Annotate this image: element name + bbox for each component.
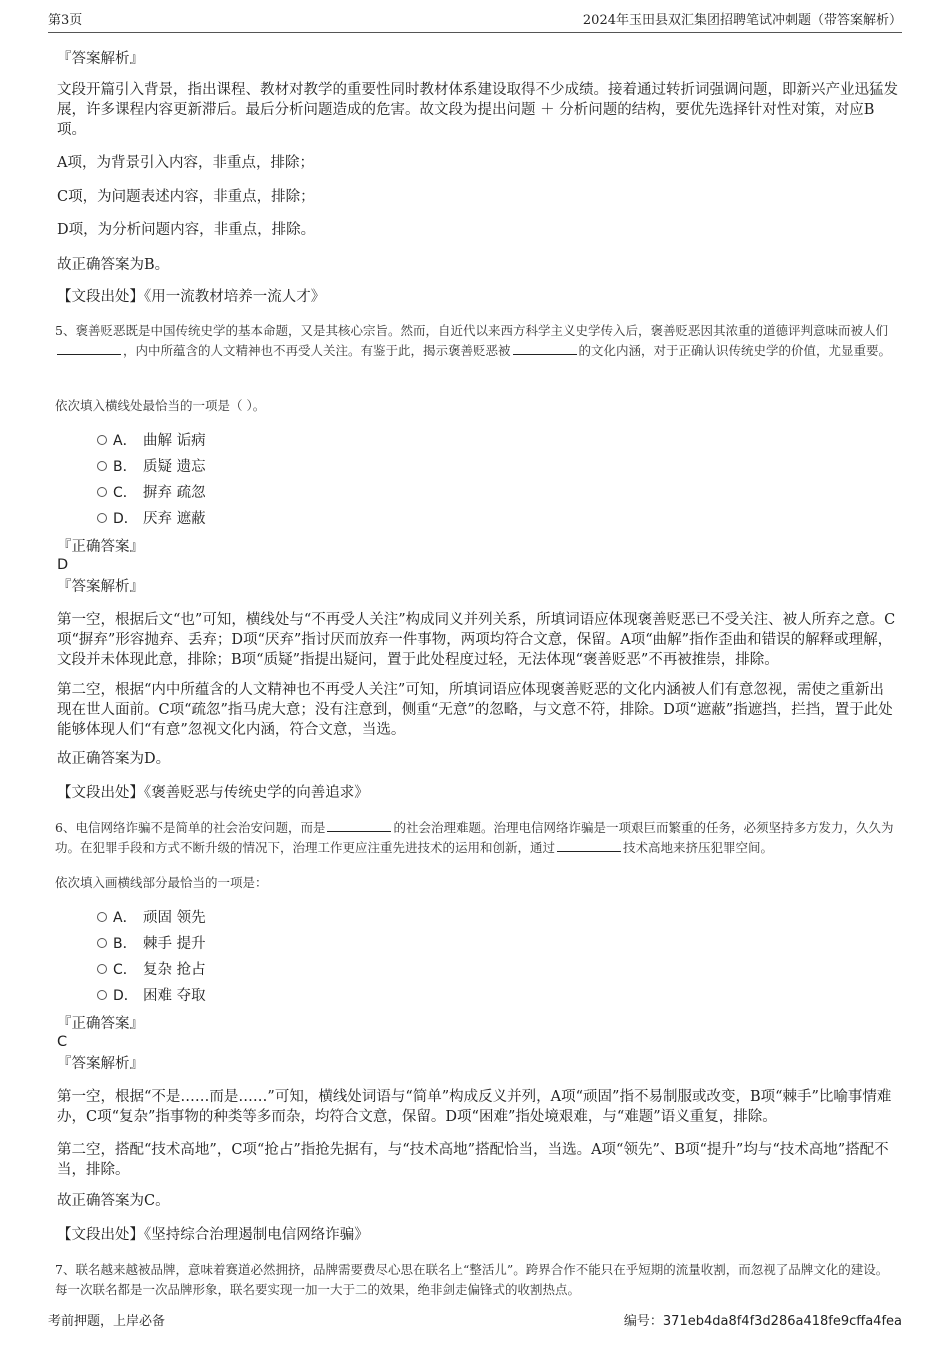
q5-stem-part3: 的文化内涵，对于正确认识传统史学的价值，尤显重要。	[578, 343, 892, 358]
option-text: 复杂 抢占	[143, 962, 206, 978]
option-letter: A．	[113, 433, 137, 449]
q4-analysis-paragraph: 文段开篇引入背景，指出课程、教材对教学的重要性同时教材体系建设取得不少成绩。接着通过转折词强调问题，即新兴产业迅猛发展，许多课程内容更新滞后。最后分析问题造成的危害。故文段为提出问题 ＋ 分析问题的结构，要优先选择针对性对策，对应B项。	[57, 82, 898, 138]
q4-conclusion: 故正确答案为B。	[57, 257, 170, 273]
q6-option-b[interactable]	[97, 934, 206, 954]
radio-icon[interactable]	[97, 912, 107, 922]
q5-option-c[interactable]	[97, 483, 206, 503]
q6-stem-part3: 技术高地来挤压犯罪空间。	[623, 840, 774, 855]
q6-stem-part1: 6、电信网络诈骗不是简单的社会治安问题，而是	[55, 820, 326, 835]
option-letter: B．	[113, 936, 137, 952]
radio-icon[interactable]	[97, 461, 107, 471]
q6-conclusion: 故正确答案为C。	[57, 1193, 170, 1209]
radio-icon[interactable]	[97, 990, 107, 1000]
q6-analysis-paragraph-2: 第二空，搭配“技术高地”，C项“抢占”指抢先据有，与“技术高地”搭配恰当，当选。A项“领先”、B项“提升”均与“技术高地”搭配不当，排除。	[57, 1142, 889, 1178]
q6-answer-label: 『正确答案』	[57, 1016, 144, 1032]
option-letter: D．	[113, 511, 138, 527]
radio-icon[interactable]	[97, 938, 107, 948]
q6-blank-1	[327, 819, 391, 832]
option-letter: A．	[113, 910, 137, 926]
q6-option-a[interactable]	[97, 908, 206, 928]
option-text: 曲解 诟病	[143, 433, 206, 449]
option-text: 棘手 提升	[143, 936, 206, 952]
q6-option-c[interactable]	[97, 960, 206, 980]
radio-icon[interactable]	[97, 435, 107, 445]
q6-analysis-label: 『答案解析』	[57, 1056, 144, 1072]
q5-analysis-paragraph-2: 第二空，根据“内中所蕴含的人文精神也不再受人关注”可知，所填词语应体现褒善贬恶的文化内涵被人们有意忽视，需使之重新出现在世人面前。C项“疏忽”指马虎大意；没有注意到，侧重“无意”的忽略，与文意不符，排除。D项“遮蔽”指遮挡，拦挡，置于此处能够体现人们“有意”忽视文化内涵，符合文意，当选。	[57, 682, 893, 738]
q5-stem	[55, 321, 898, 361]
option-text: 厌弃 遮蔽	[143, 511, 206, 527]
q4-analysis-option-c: C项，为问题表述内容，非重点，排除；	[57, 189, 315, 205]
q5-stem-part1: 5、褒善贬恶既是中国传统史学的基本命题，又是其核心宗旨。然而，自近代以来西方科学主义史学传入后，褒善贬恶因其浓重的道德评判意味而被人们	[55, 323, 888, 338]
q6-stem	[55, 818, 898, 858]
option-letter: B．	[113, 459, 137, 475]
footer-slogan: 考前押题，上岸必备	[48, 1314, 166, 1329]
q6-analysis-paragraph-1: 第一空，根据“不是……而是……”可知，横线处词语与“简单”构成反义并列，A项“顽固”指不易制服或改变，B项“棘手”比喻事情难办，C项“复杂”指事物的种类等多而杂，均符合文意，保留。D项“困难”指处境艰难，与“难题”语义重复，排除。	[57, 1089, 892, 1125]
q5-instruction: 依次填入横线处最恰当的一项是（ ）。	[55, 398, 266, 413]
option-letter: D．	[113, 988, 138, 1004]
option-text: 质疑 遗忘	[143, 459, 206, 475]
radio-icon[interactable]	[97, 513, 107, 523]
q5-analysis-label: 『答案解析』	[57, 579, 144, 595]
q5-answer: D	[57, 557, 69, 573]
q5-answer-label: 『正确答案』	[57, 539, 144, 555]
q7-stem: 7、联名越来越被品牌，意味着赛道必然拥挤，品牌需要费尽心思在联名上“整活儿”。跨界合作不能只在乎短期的流量收割，而忽视了品牌文化的建设。每一次联名都是一次品牌形象，联名要实现一加一大于二的效果，绝非剑走偏锋式的收割热点。	[55, 1262, 889, 1297]
radio-icon[interactable]	[97, 964, 107, 974]
q5-option-d[interactable]	[97, 509, 206, 529]
q6-instruction: 依次填入画横线部分最恰当的一项是：	[55, 875, 268, 890]
q4-source: 【文段出处】《用一流教材培养一流人才》	[57, 289, 326, 305]
q5-conclusion: 故正确答案为D。	[57, 751, 171, 767]
q6-source: 【文段出处】《坚持综合治理遏制电信网络诈骗》	[57, 1227, 369, 1243]
q4-analysis-label: 『答案解析』	[57, 51, 144, 67]
q4-analysis-option-d: D项，为分析问题内容，非重点，排除。	[57, 222, 316, 238]
option-text: 困难 夺取	[143, 988, 206, 1004]
q5-analysis-paragraph-1: 第一空，根据后文“也”可知，横线处与“不再受人关注”构成同义并列关系，所填词语应体现褒善贬恶已不受关注、被人所弃之意。C项“摒弃”形容抛弃、丢弃；D项“厌弃”指讨厌而放弃一件事物，两项均符合文意，保留。A项“曲解”指作歪曲和错误的解释或理解，文段并未体现此意，排除；B项“质疑”指提出疑问，置于此处程度过轻，无法体现“褒善贬恶”不再被推崇，排除。	[57, 612, 896, 668]
q5-source: 【文段出处】《褒善贬恶与传统史学的向善追求》	[57, 785, 369, 801]
q6-blank-2	[557, 839, 621, 852]
q5-option-b[interactable]	[97, 457, 206, 477]
radio-icon[interactable]	[97, 487, 107, 497]
q5-blank-2	[513, 342, 577, 355]
page-header	[48, 12, 902, 33]
document-title: 2024年玉田县双汇集团招聘笔试冲刺题（带答案解析）	[582, 13, 902, 28]
q6-option-d[interactable]	[97, 986, 206, 1006]
option-letter: C．	[113, 962, 137, 978]
q5-blank-1	[57, 342, 121, 355]
document-serial: 编号：371eb4da8f4f3d286a418fe9cffa4fea	[623, 1314, 902, 1329]
page-number: 第3页	[48, 13, 83, 28]
option-letter: C．	[113, 485, 137, 501]
option-text: 摒弃 疏忽	[143, 485, 206, 501]
q4-analysis-option-a: A项，为背景引入内容，非重点，排除；	[57, 155, 314, 171]
q5-option-a[interactable]	[97, 431, 206, 451]
q5-stem-part2: ，内中所蕴含的人文精神也不再受人关注。有鉴于此，揭示褒善贬恶被	[123, 343, 511, 358]
option-text: 顽固 领先	[143, 910, 206, 926]
q6-answer: C	[57, 1034, 68, 1050]
q6-stem-part2: 的社会治理难题。治理电信网络诈骗是一项艰巨而繁重的任务，必须坚持多方发力，久久为功。在犯罪手段和方式不断升级的情况下，治理工作更应注重先进技术的运用和创新，通过	[55, 820, 894, 855]
